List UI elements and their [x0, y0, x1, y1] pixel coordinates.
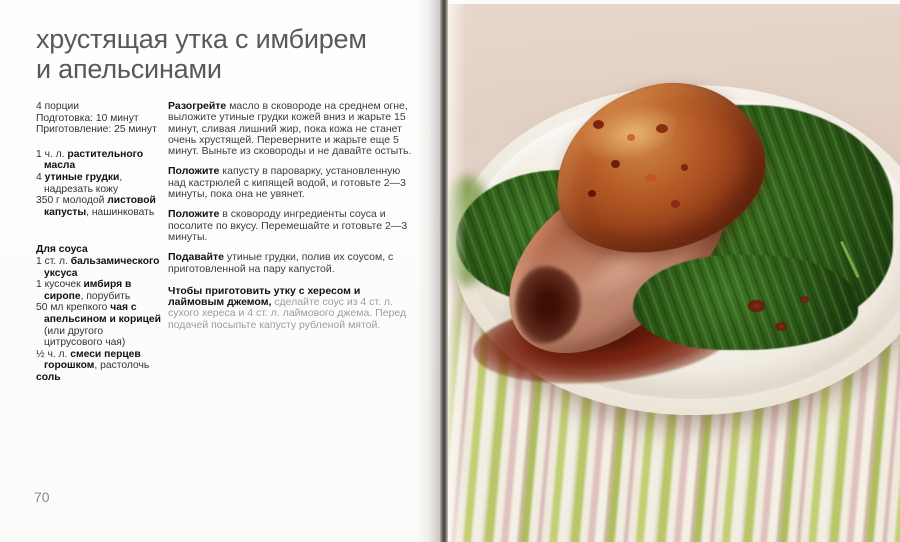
duck-dish-photo: [448, 0, 900, 542]
cook-time: Приготовление: 25 минут: [36, 124, 157, 136]
method-column: [168, 101, 418, 409]
ginger-glaze-bit: [611, 160, 620, 168]
shredded-greens-front: [633, 255, 858, 350]
servings: 4 порции: [36, 101, 80, 112]
method-step: Разогрейте масло в сковороде на среднем огне, выложите утиные грудки кожей вниз и жарьте 15 минут, сливая лишний жир, пока кожа не станет очень хрустящей. Переверните и жарьте еще 5 минут. Выньте из сковороды и не давайте остыть.: [168, 100, 412, 158]
recipe-meta: [36, 101, 164, 136]
list-item: 350 г молодой листовой капусты, нашинковать: [36, 195, 156, 218]
title-line-2: и апельсинами: [36, 54, 222, 84]
list-item: 4 утиные грудки, надрезать кожу: [36, 171, 123, 195]
list-item: 1 кусочек имбиря в сиропе, порубить: [36, 279, 132, 302]
ginger-glaze-bit: [656, 124, 668, 133]
list-item: 50 мл крепкого чая с апельсином и корицей (или другого цитрусового чая): [36, 302, 161, 349]
variation-tip: Чтобы приготовить утку с хересом и лаймовым джемом, сделайте соус из 4 ст. л. сухого хереса и 4 ст. л. лаймового джема. Перед подачей посыпьте капусту рубленой мятой.: [168, 284, 407, 331]
sauce-droplet: [775, 322, 787, 331]
page-title: [36, 24, 367, 84]
recipe-text-page: [0, 0, 440, 542]
ingredients-column: [36, 101, 164, 409]
sauce-ingredient-list: [36, 256, 164, 384]
ginger-glaze-bit: [671, 200, 680, 208]
page-number: 70: [34, 489, 50, 505]
ginger-glaze-bit: [645, 174, 656, 182]
title-line-1: хрустящая утка с имбирем: [36, 24, 367, 54]
ginger-glaze-bit: [627, 134, 635, 141]
prep-time: Подготовка: 10 минут: [36, 112, 139, 124]
method-step: Положите в сковороду ингредиенты соуса и посолите по вкусу. Перемешайте и готовьте 2—3 минуты.: [168, 208, 408, 243]
recipe-columns: [36, 101, 418, 409]
sauce-droplet: [800, 296, 809, 303]
sauce-droplet: [748, 300, 765, 312]
list-item: 1 ч. л. растительного масла: [36, 148, 144, 172]
ingredient-list: [36, 149, 164, 219]
list-item: соль: [36, 371, 61, 383]
ginger-glaze-bit: [588, 190, 596, 197]
method-step: Положите капусту в пароварку, установленную над кастрюлей с кипящей водой, и готовьте 2—3 минуты, пока она не увянет.: [168, 165, 406, 201]
list-item: ½ ч. л. смеси перцев горошком, растолочь: [36, 348, 150, 372]
page-top-edge: [448, 0, 900, 4]
book-spine-gutter: [440, 0, 448, 542]
ginger-glaze-bit: [593, 120, 604, 129]
method-step: Подавайте утиные грудки, полив их соусом, с приготовленной на пару капустой.: [168, 251, 394, 275]
sauce-section-header: Для соуса: [36, 244, 88, 256]
ginger-glaze-bit: [681, 164, 688, 171]
list-item: 1 ст. л. бальзамического уксуса: [36, 255, 160, 279]
